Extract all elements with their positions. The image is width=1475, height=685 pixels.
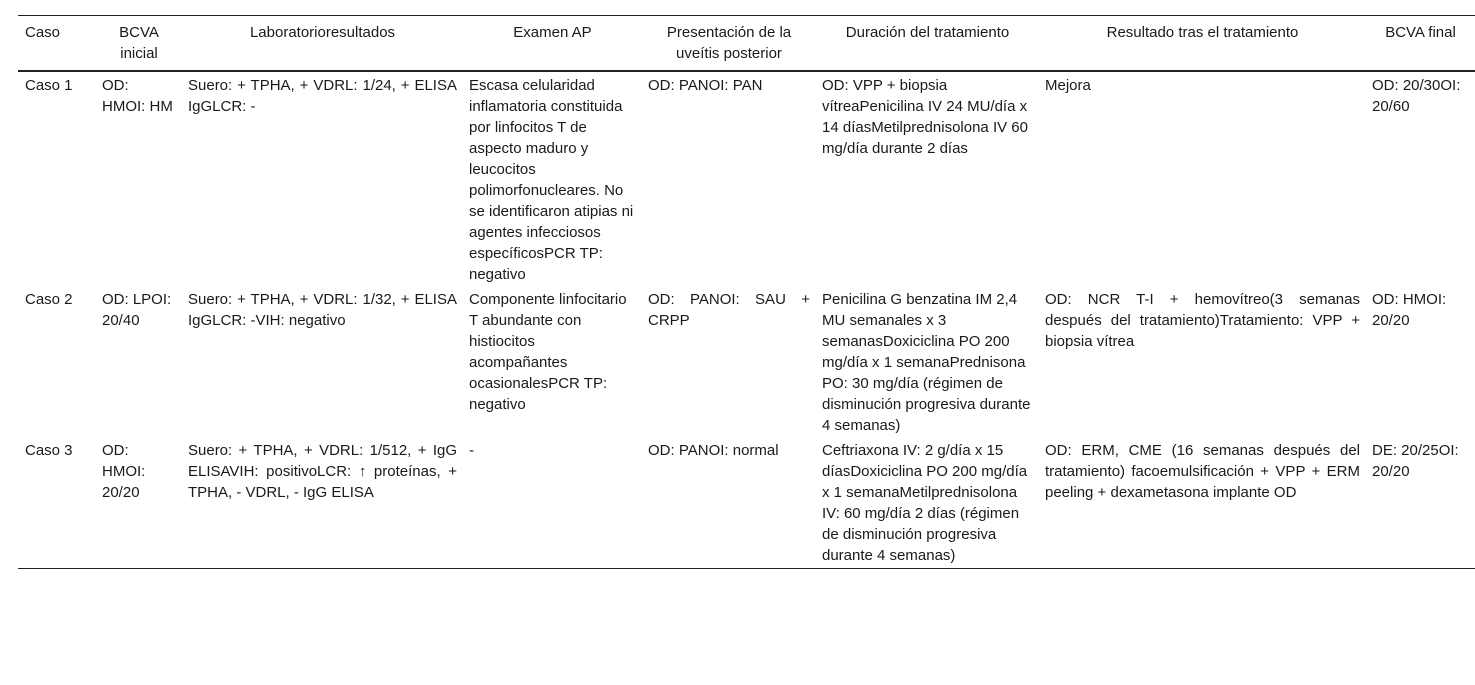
cell-duracion: Ceftriaxona IV: 2 g/día x 15 díasDoxiciclina PO 200 mg/día x 1 semanaMetilprednisolona IV: 60 mg/día 2 días (régimen de disminución progresiva durante 4 semanas) bbox=[822, 442, 1028, 564]
cell-examen-ap: Escasa celularidad inflamatoria constituida por linfocitos T de aspecto maduro y leucocitos polimorfonucleares. No se identificaron atipias ni agentes infecciosos específicosPCR TP: negativo bbox=[469, 77, 634, 283]
cell-bcva-inicial: OD: LPOI: 20/40 bbox=[102, 291, 172, 329]
cell-caso: Caso 2 bbox=[25, 291, 73, 308]
cell-resultado: OD: NCR T-I + hemovítreo(3 semanas después del tratamiento)Tratamiento: VPP + biopsia vítrea bbox=[1045, 291, 1360, 350]
cell-bcva-inicial: OD: HMOI: HM bbox=[102, 77, 173, 115]
cell-laboratorio: Suero: + TPHA, + VDRL: 1/512, + IgG ELISAVIH: positivoLCR: ↑ proteínas, + TPHA, - VDRL, - IgG ELISA bbox=[188, 442, 457, 501]
table-row bbox=[18, 71, 1475, 287]
cell-resultado: OD: ERM, CME (16 semanas después del tratamiento) facoemulsificación + VPP + ERM peeling + dexametasona implante OD bbox=[1045, 442, 1360, 501]
header-bcva-final: BCVA final bbox=[1385, 24, 1456, 41]
cell-caso: Caso 3 bbox=[25, 442, 73, 459]
header-examen-ap: Examen AP bbox=[513, 24, 592, 41]
cell-laboratorio: Suero: + TPHA, + VDRL: 1/24, + ELISA IgGLCR: - bbox=[188, 77, 457, 115]
cell-duracion: OD: VPP + biopsia vítreaPenicilina IV 24 MU/día x 14 díasMetilprednisolona IV 60 mg/día durante 2 días bbox=[822, 77, 1028, 157]
header-laboratorio: Laboratorioresultados bbox=[249, 24, 396, 41]
cell-laboratorio: Suero: + TPHA, + VDRL: 1/32, + ELISA IgGLCR: -VIH: negativo bbox=[188, 291, 457, 329]
cell-examen-ap: - bbox=[469, 442, 474, 459]
table-row bbox=[18, 287, 1475, 438]
header-bcva-inicial: BCVA inicial bbox=[119, 24, 159, 62]
header-row bbox=[18, 16, 1475, 72]
header-resultado: Resultado tras el tratamiento bbox=[1106, 24, 1299, 41]
cell-bcva-final: DE: 20/25OI: 20/20 bbox=[1372, 442, 1459, 480]
header-caso: Caso bbox=[25, 24, 61, 41]
cell-bcva-final: OD: 20/30OI: 20/60 bbox=[1372, 77, 1461, 115]
clinical-cases-table bbox=[18, 15, 1475, 569]
cell-resultado: Mejora bbox=[1045, 77, 1091, 94]
cell-bcva-inicial: OD: HMOI: 20/20 bbox=[102, 442, 146, 501]
cell-presentacion: OD: PANOI: normal bbox=[648, 442, 779, 459]
cell-bcva-final: OD: HMOI: 20/20 bbox=[1372, 291, 1447, 329]
cell-duracion: Penicilina G benzatina IM 2,4 MU semanales x 3 semanasDoxiciclina PO 200 mg/día x 1 semanaPrednisona PO: 30 mg/día (régimen de disminución progresiva durante 4 semanas) bbox=[822, 291, 1031, 434]
header-duracion: Duración del tratamiento bbox=[845, 24, 1010, 41]
cell-presentacion: OD: PANOI: PAN bbox=[648, 77, 763, 94]
cell-examen-ap: Componente linfocitario T abundante con histiocitos acompañantes ocasionalesPCR TP: negativo bbox=[469, 291, 627, 413]
table-row bbox=[18, 438, 1475, 569]
cell-caso: Caso 1 bbox=[25, 77, 73, 94]
cell-presentacion: OD: PANOI: SAU + CRPP bbox=[648, 291, 810, 329]
header-presentacion: Presentación de la uveítis posterior bbox=[666, 24, 792, 62]
